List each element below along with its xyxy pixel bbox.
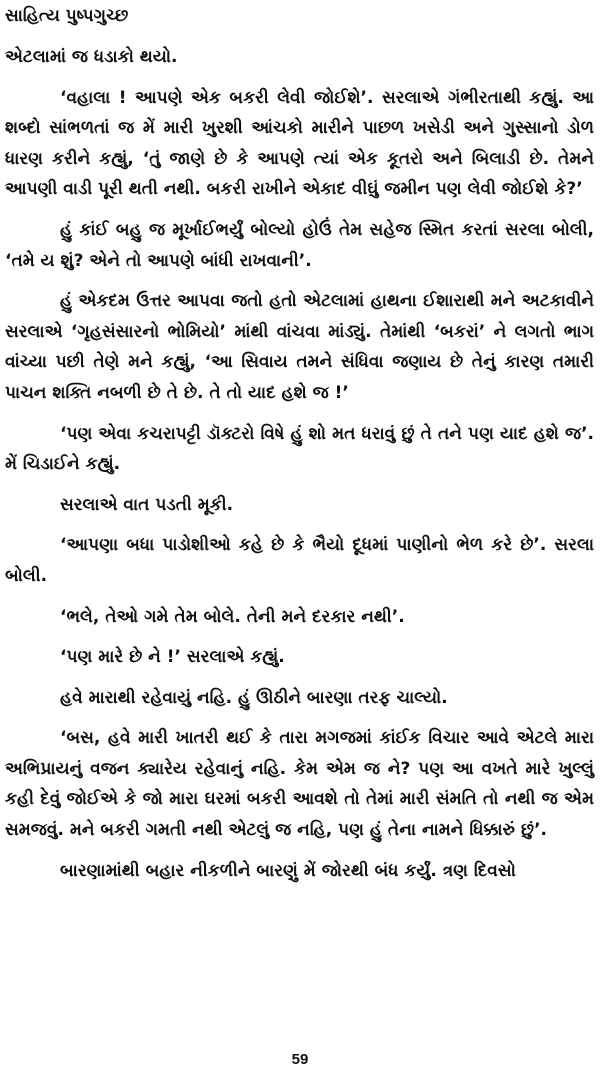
paragraph: ‘પણ મારે છે ને !’ સરલાએ કહ્યું. (60, 647, 285, 668)
paragraph: ‘આપણા બધા પાડોશીઓ કહે છે કે ભૈયો દૂધમાં પાણીનો ભેળ કરે છે’. સરલા બોલી. (5, 535, 594, 586)
running-header: સાહિત્ય પુષ્પગુચ્છ (5, 6, 129, 26)
paragraph: સરલાએ વાત પડતી મૂકી. (60, 494, 234, 515)
body-text (5, 42, 594, 886)
paragraph: ‘બસ, હવે મારી ખાતરી થઈ કે તારા મગજમાં કાંઈક વિચાર આવે એટલે મારા અભિપ્રાયનું વજન ક્યારેય રહેવાનું નહિ. કેમ એમ જ ને? પણ આ વખતે મારે ખુલ્લું કહી દેવું જોઈએ કે જો મારા ઘરમાં બકરી આવશે તો તેમાં મારી સંમતિ તો નથી જ એમ સમજવું. મને બકરી ગમતી નથી એટલું જ નહિ, પણ હું તેના નામને ધિક્કારું છું’. (5, 728, 594, 841)
page-number: 59 (291, 1051, 309, 1068)
paragraph: ‘વહાલા ! આપણે એક બકરી લેવી જોઈશે’. સરલાએ ગંભીરતાથી કહ્યું. આ શબ્દો સાંભળતાં જ મેં મારી ખુરશી આંચકો મારીને પાછળ ખસેડી અને ગુસ્સાનો ડોળ ધારણ કરીને કહ્યું, ‘તું જાણે છે કે આપણે ત્યાં એક કૂતરો અને બિલાડી છે. તેમને આપણી વાડી પૂરી થતી નથી. બકરી રાખીને એકાદ વીઘું જમીન પણ લેવી જોઈશે કે?’ (5, 87, 594, 200)
paragraph: એટલામાં જ ધડાકો થયો. (5, 47, 178, 67)
paragraph: ‘પણ એવા કચરાપટ્ટી ડૉક્ટરો વિષે હું શો મત ધરાવું છું તે તને પણ યાદ હશે જ’. મેં ચિડાઈને કહ્યું. (5, 423, 594, 475)
paragraph: બારણામાંથી બહાર નીકળીને બારણું મેં જોરથી બંધ કર્યું. ત્રણ દિવસો (60, 860, 516, 881)
paragraph: હવે મારાથી રહેવાયું નહિ. હું ઊઠીને બારણા તરફ ચાલ્યો. (60, 687, 448, 708)
paragraph: હું કાંઈ બહુ જ મૂર્ખાઈભર્યું બોલ્યો હોઉં તેમ સહેજ સ્મિત કરતાં સરલા બોલી, ‘તમે ય શું? એને તો આપણે બાંધી રાખવાની’. (5, 219, 594, 271)
paragraph: ‘ભલે, તેઓ ગમે તેમ બોલે. તેની મને દરકાર નથી’. (60, 606, 405, 627)
paragraph: હું એકદમ ઉત્તર આપવા જતો હતો એટલામાં હાથના ઈશારાથી મને અટકાવીને સરલાએ ‘ગૃહસંસારનો ભોમિયો’ માંથી વાંચવા માંડ્યું. તેમાંથી ‘બકરાં’ ને લગતો ભાગ વાંચ્યા પછી તેણે મને કહ્યું, ‘આ સિવાય તમને સંધિવા જણાય છે તેનું કારણ તમારી પાચન શક્તિ નબળી છે તે છે. તે તો યાદ હશે જ !’ (5, 291, 594, 403)
